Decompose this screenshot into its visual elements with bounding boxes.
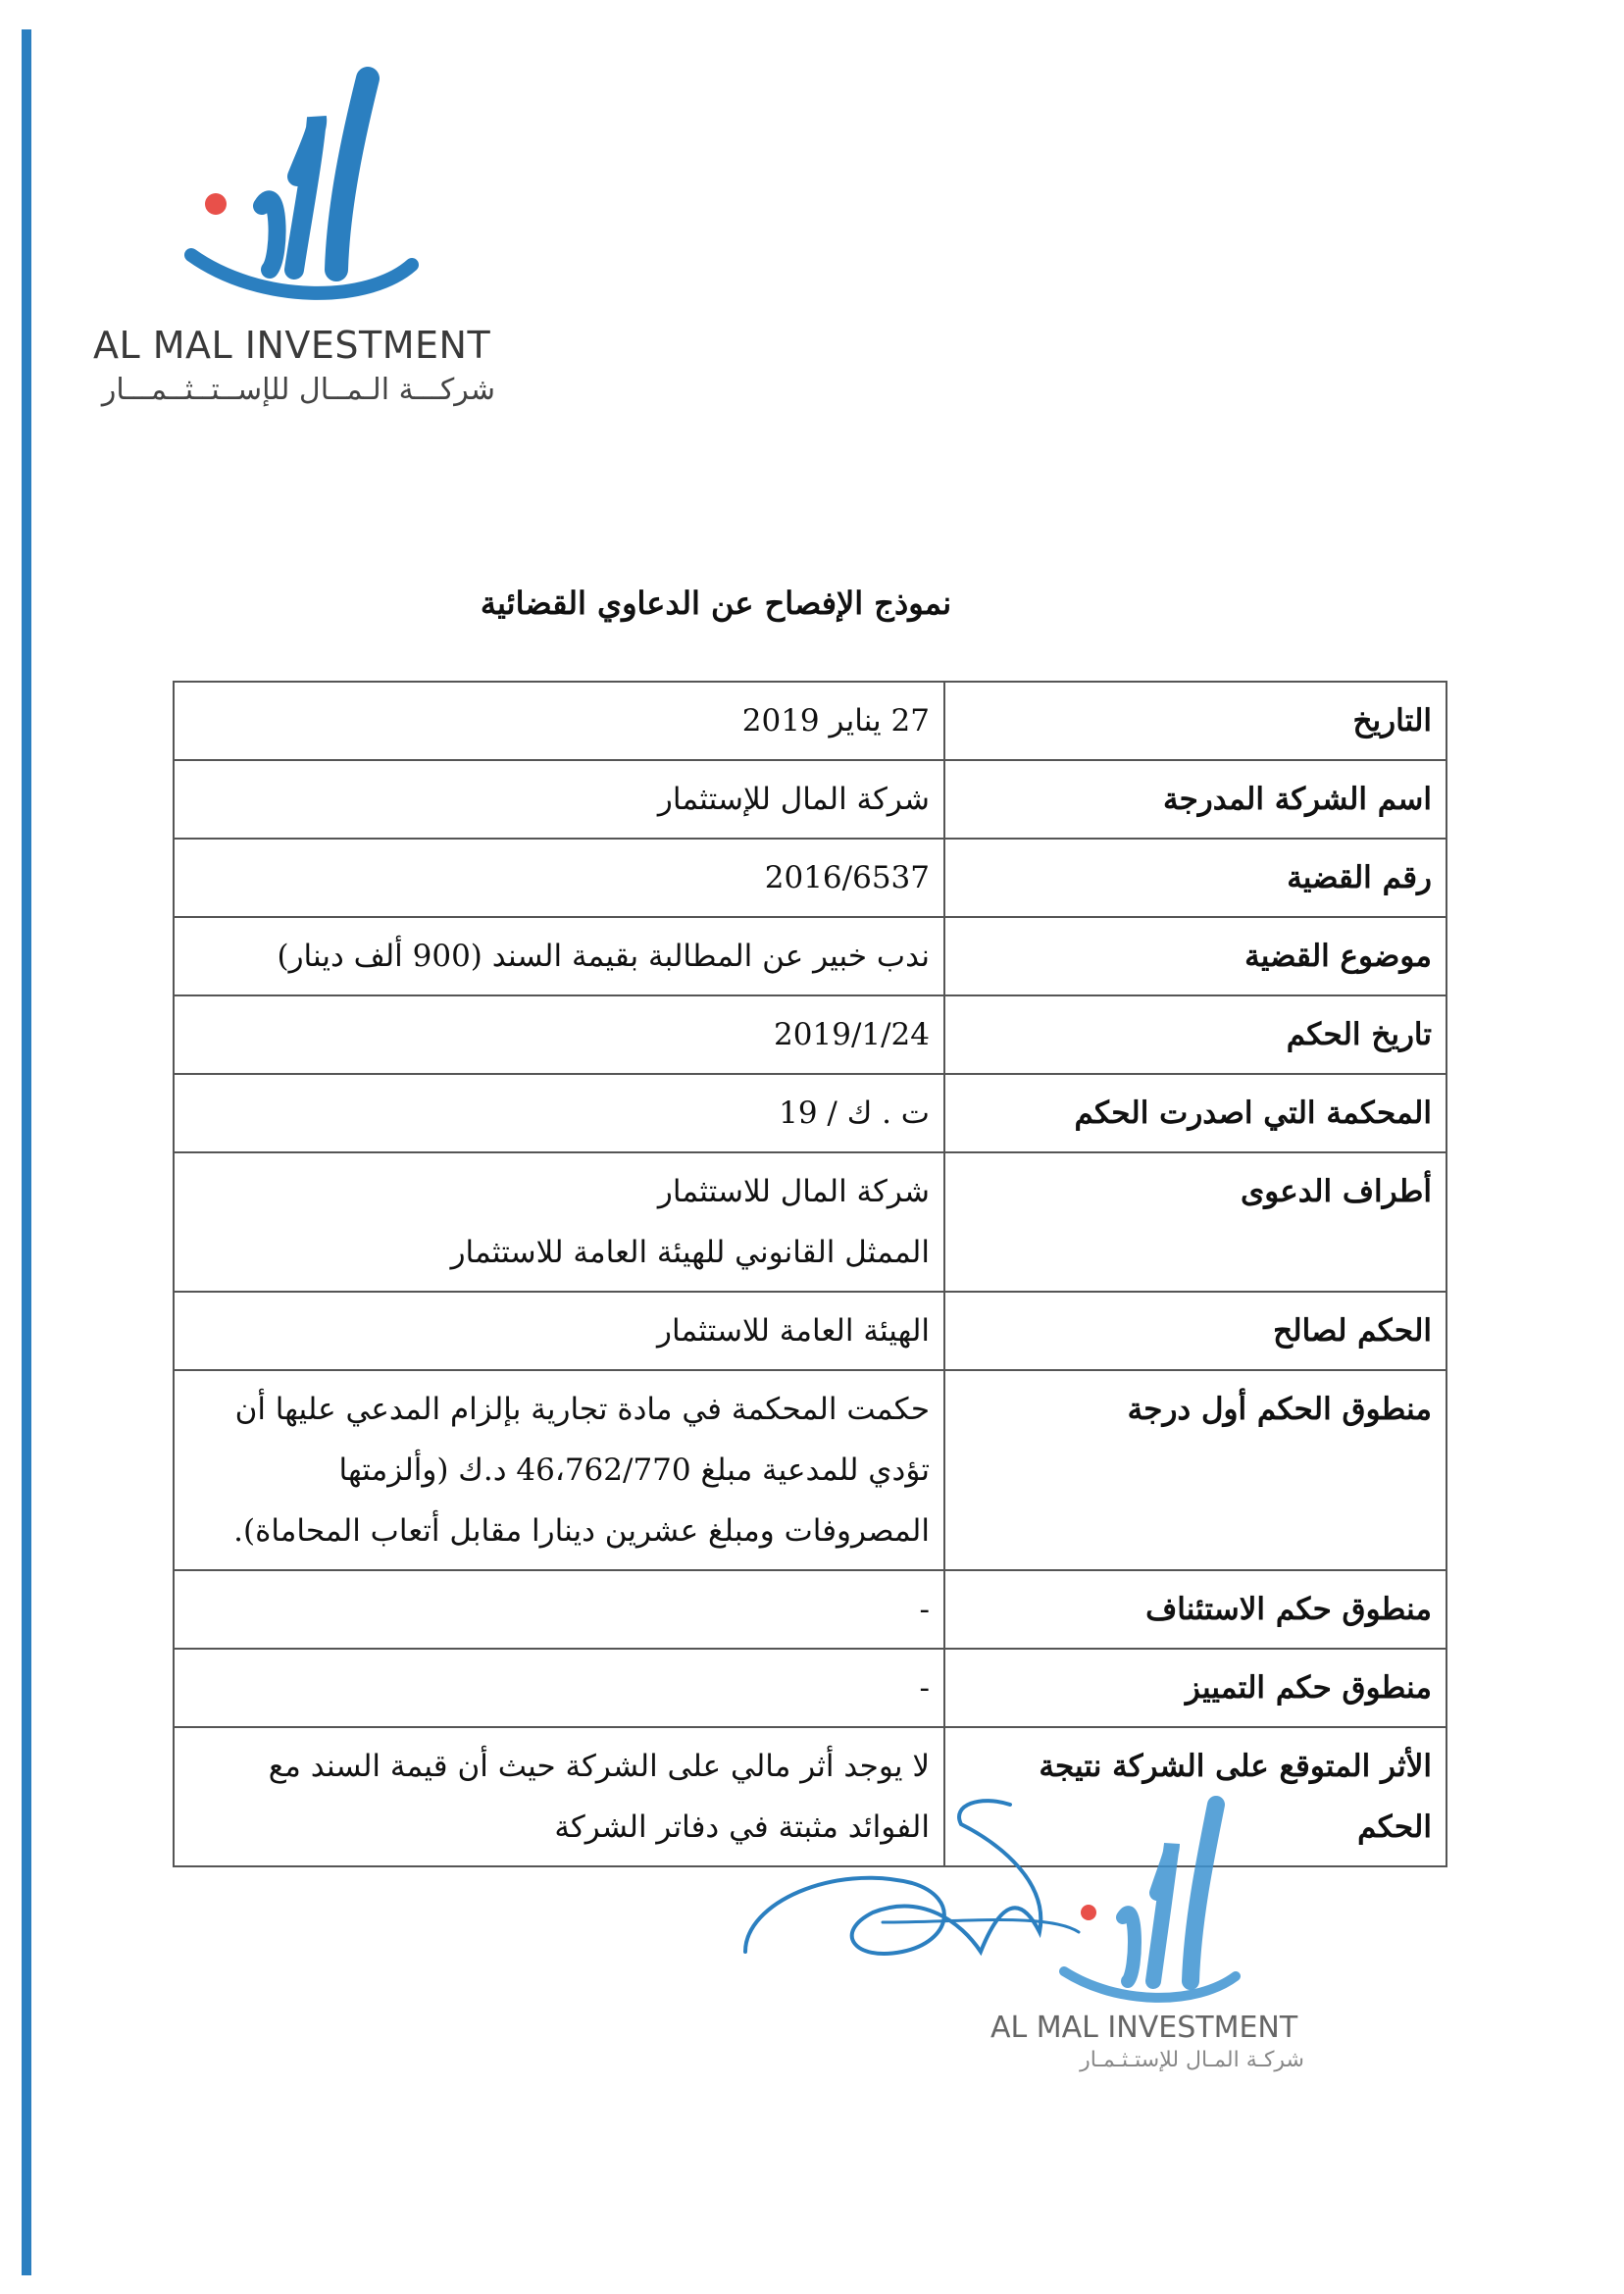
disclosure-table xyxy=(173,681,1447,1867)
table-row xyxy=(174,917,1446,995)
table-row xyxy=(174,1074,1446,1152)
row-value: 2019/1/24 xyxy=(174,995,944,1074)
row-value: حكمت المحكمة في مادة تجارية بإلزام المدعي عليها أن تؤدي للمدعية مبلغ 46،762/770 د.ك (وألزمتها المصروفات ومبلغ عشرين دينارا مقابل أتعاب المحاماة). xyxy=(174,1370,944,1570)
row-label: موضوع القضية xyxy=(944,917,1446,995)
row-value: ندب خبير عن المطالبة بقيمة السند (900 ألف دينار) xyxy=(174,917,944,995)
table-row xyxy=(174,1649,1446,1727)
row-label: التاريخ xyxy=(944,682,1446,760)
table-row xyxy=(174,995,1446,1074)
signature-icon xyxy=(726,1785,1314,2011)
row-label: منطوق حكم الاستئناف xyxy=(944,1570,1446,1649)
row-value: الهيئة العامة للاستثمار xyxy=(174,1292,944,1370)
stamp-name-ar: شركـة المـال للإستـثـمـار xyxy=(1080,2048,1304,2072)
row-label: الحكم لصالح xyxy=(944,1292,1446,1370)
row-value xyxy=(174,1152,944,1292)
row-value: ت . ك / 19 xyxy=(174,1074,944,1152)
logo-mark-icon xyxy=(172,59,427,314)
row-label: أطراف الدعوى xyxy=(944,1152,1446,1292)
row-value: 2016/6537 xyxy=(174,839,944,917)
party-plaintiff: شركة المال للاستثمار xyxy=(657,1174,930,1209)
row-label: الأثر المتوقع على الشركة نتيجة الحكم xyxy=(944,1727,1446,1866)
party-defendant: الممثل القانوني للهيئة العامة للاستثمار xyxy=(450,1235,930,1270)
row-label: المحكمة التي اصدرت الحكم xyxy=(944,1074,1446,1152)
table-row xyxy=(174,1292,1446,1370)
logo-name-ar: شركـــة الـمــال للإســتــثــمـــار xyxy=(101,373,495,407)
left-border-bar xyxy=(22,29,31,2275)
row-value: - xyxy=(174,1570,944,1649)
table-row xyxy=(174,1570,1446,1649)
row-value: شركة المال للإستثمار xyxy=(174,760,944,839)
row-value: - xyxy=(174,1649,944,1727)
stamp-name-en: AL MAL INVESTMENT xyxy=(990,2011,1298,2045)
company-stamp xyxy=(726,1785,1314,2079)
row-label: تاريخ الحكم xyxy=(944,995,1446,1074)
table-row xyxy=(174,760,1446,839)
row-label: اسم الشركة المدرجة xyxy=(944,760,1446,839)
row-value: 27 يناير 2019 xyxy=(174,682,944,760)
row-label: منطوق الحكم أول درجة xyxy=(944,1370,1446,1570)
document-title: نموذج الإفصاح عن الدعاوي القضائية xyxy=(480,585,952,622)
table-row xyxy=(174,1370,1446,1570)
table-row xyxy=(174,682,1446,760)
logo-name-en: AL MAL INVESTMENT xyxy=(93,324,491,367)
table-row xyxy=(174,839,1446,917)
table-row xyxy=(174,1152,1446,1292)
row-value: لا يوجد أثر مالي على الشركة حيث أن قيمة السند مع الفوائد مثبتة في دفاتر الشركة xyxy=(174,1727,944,1866)
row-label: رقم القضية xyxy=(944,839,1446,917)
row-label: منطوق حكم التمييز xyxy=(944,1649,1446,1727)
company-logo xyxy=(93,59,505,412)
